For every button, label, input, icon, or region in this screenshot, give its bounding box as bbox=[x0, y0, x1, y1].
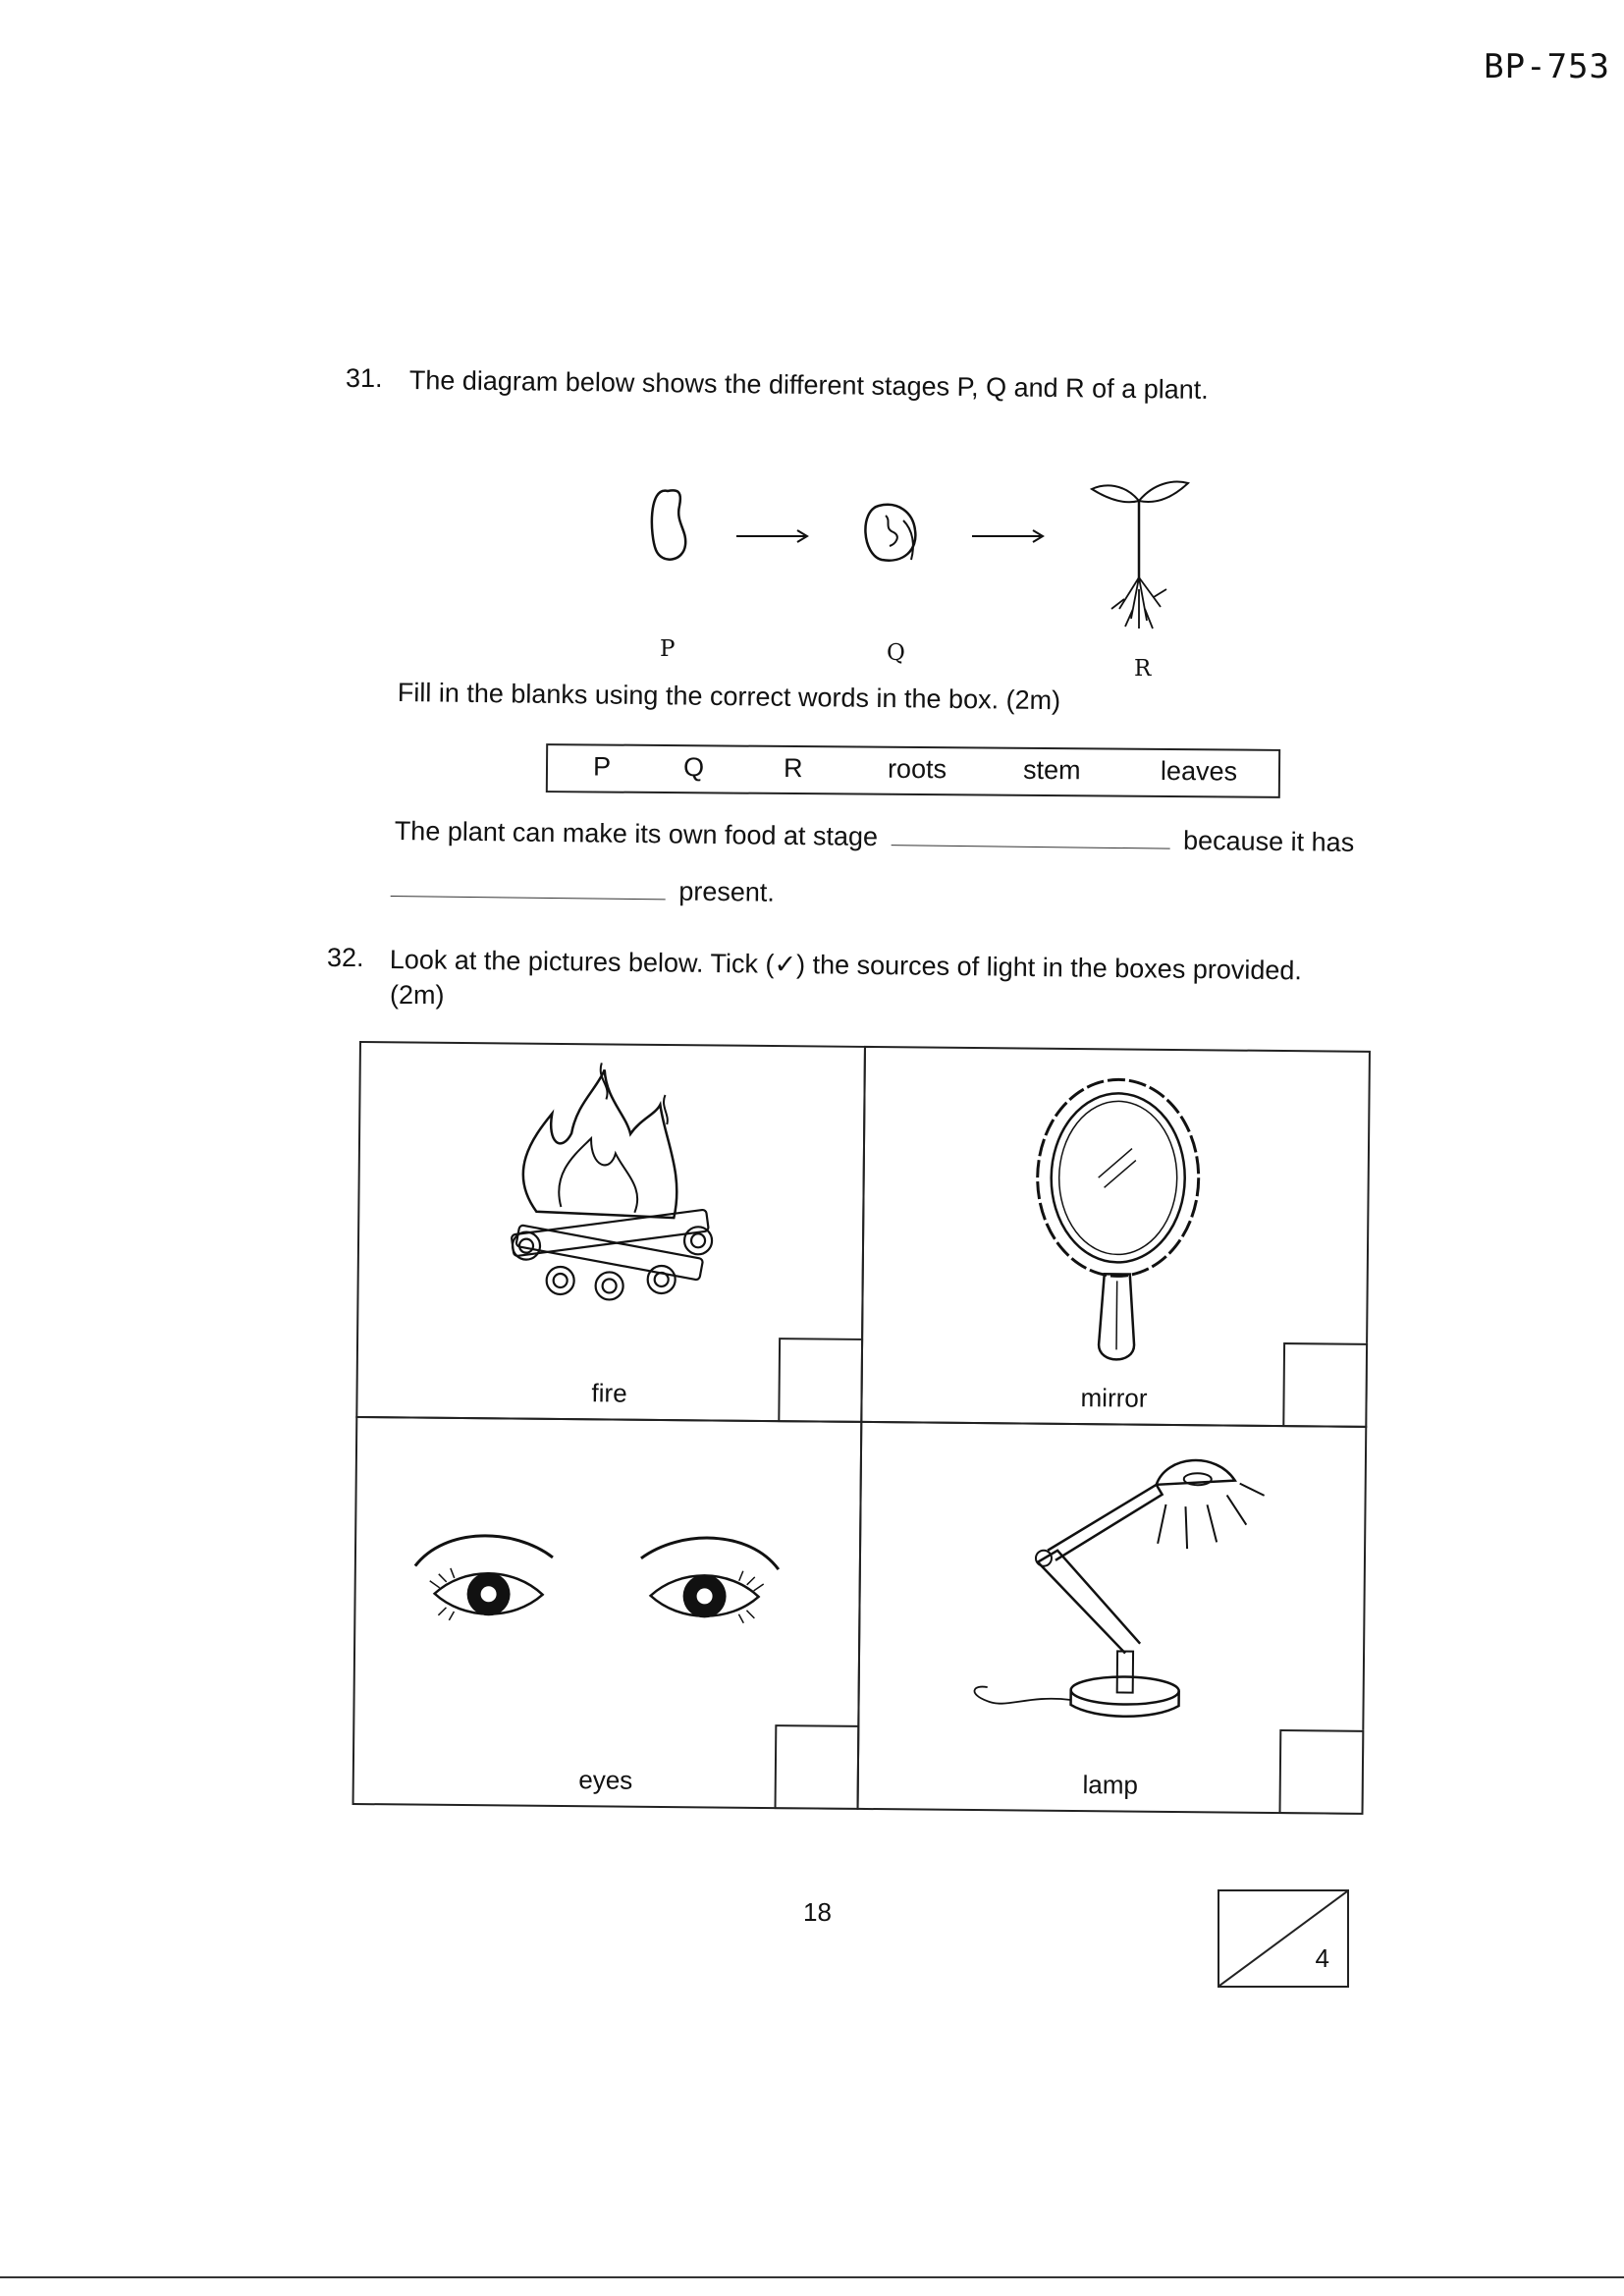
page-number: 18 bbox=[803, 1897, 832, 1927]
arrow-icon bbox=[972, 530, 1043, 542]
q31-sentence-line-1 bbox=[395, 815, 1355, 858]
picture-cell-fire bbox=[355, 1041, 866, 1423]
seedling-icon bbox=[1092, 482, 1188, 629]
tick-box-lamp[interactable] bbox=[1278, 1729, 1364, 1815]
picture-label: eyes bbox=[578, 1765, 633, 1795]
page-bottom-rule bbox=[0, 2276, 1624, 2278]
word-option: P bbox=[592, 751, 612, 782]
tick-box-eyes[interactable] bbox=[775, 1724, 860, 1810]
word-option: R bbox=[783, 752, 803, 784]
sentence-part-1: The plant can make its own food at stage bbox=[394, 815, 879, 852]
picture-label: mirror bbox=[1080, 1383, 1148, 1413]
answer-blank-stage[interactable] bbox=[891, 821, 1169, 848]
picture-label: fire bbox=[591, 1378, 627, 1408]
q31-sentence-line-2 bbox=[391, 872, 775, 908]
picture-grid bbox=[352, 1041, 1371, 1815]
arrow-icon bbox=[736, 530, 807, 542]
tick-box-fire[interactable] bbox=[778, 1338, 863, 1423]
question-32-number: 32. bbox=[327, 943, 364, 972]
score-total: 4 bbox=[1315, 1943, 1329, 1973]
word-option: leaves bbox=[1160, 755, 1238, 787]
answer-blank-part[interactable] bbox=[391, 872, 666, 900]
question-32-text: Look at the pictures below. Tick (✓) the sources of light in the boxes provided. bbox=[389, 945, 1303, 986]
seed-icon bbox=[652, 490, 685, 559]
word-option: roots bbox=[887, 753, 947, 785]
tick-box-mirror[interactable] bbox=[1282, 1342, 1368, 1428]
word-option: Q bbox=[682, 752, 705, 783]
picture-cell-mirror bbox=[860, 1046, 1371, 1428]
stage-label-r: R bbox=[1134, 656, 1152, 682]
paper-code: BP-753 bbox=[1484, 47, 1610, 86]
sentence-part-2: because it has bbox=[1182, 825, 1355, 857]
germinating-seed-icon bbox=[865, 505, 915, 561]
stage-label-p: P bbox=[660, 636, 676, 662]
word-option: stem bbox=[1022, 754, 1081, 786]
picture-cell-lamp bbox=[857, 1421, 1368, 1815]
q31-instruction: Fill in the blanks using the correct words in the box. (2m) bbox=[397, 678, 1061, 716]
plant-stages-diagram bbox=[628, 462, 1218, 687]
question-32-marks: (2m) bbox=[390, 980, 445, 1010]
picture-cell-eyes bbox=[352, 1416, 863, 1810]
picture-label: lamp bbox=[1082, 1770, 1139, 1800]
score-box bbox=[1218, 1889, 1349, 1988]
sentence-part-3: present. bbox=[678, 876, 776, 907]
question-31-number: 31. bbox=[346, 363, 383, 393]
question-31-text: The diagram below shows the different stages P, Q and R of a plant. bbox=[408, 365, 1209, 405]
stage-label-q: Q bbox=[887, 640, 905, 666]
word-box bbox=[546, 743, 1280, 798]
